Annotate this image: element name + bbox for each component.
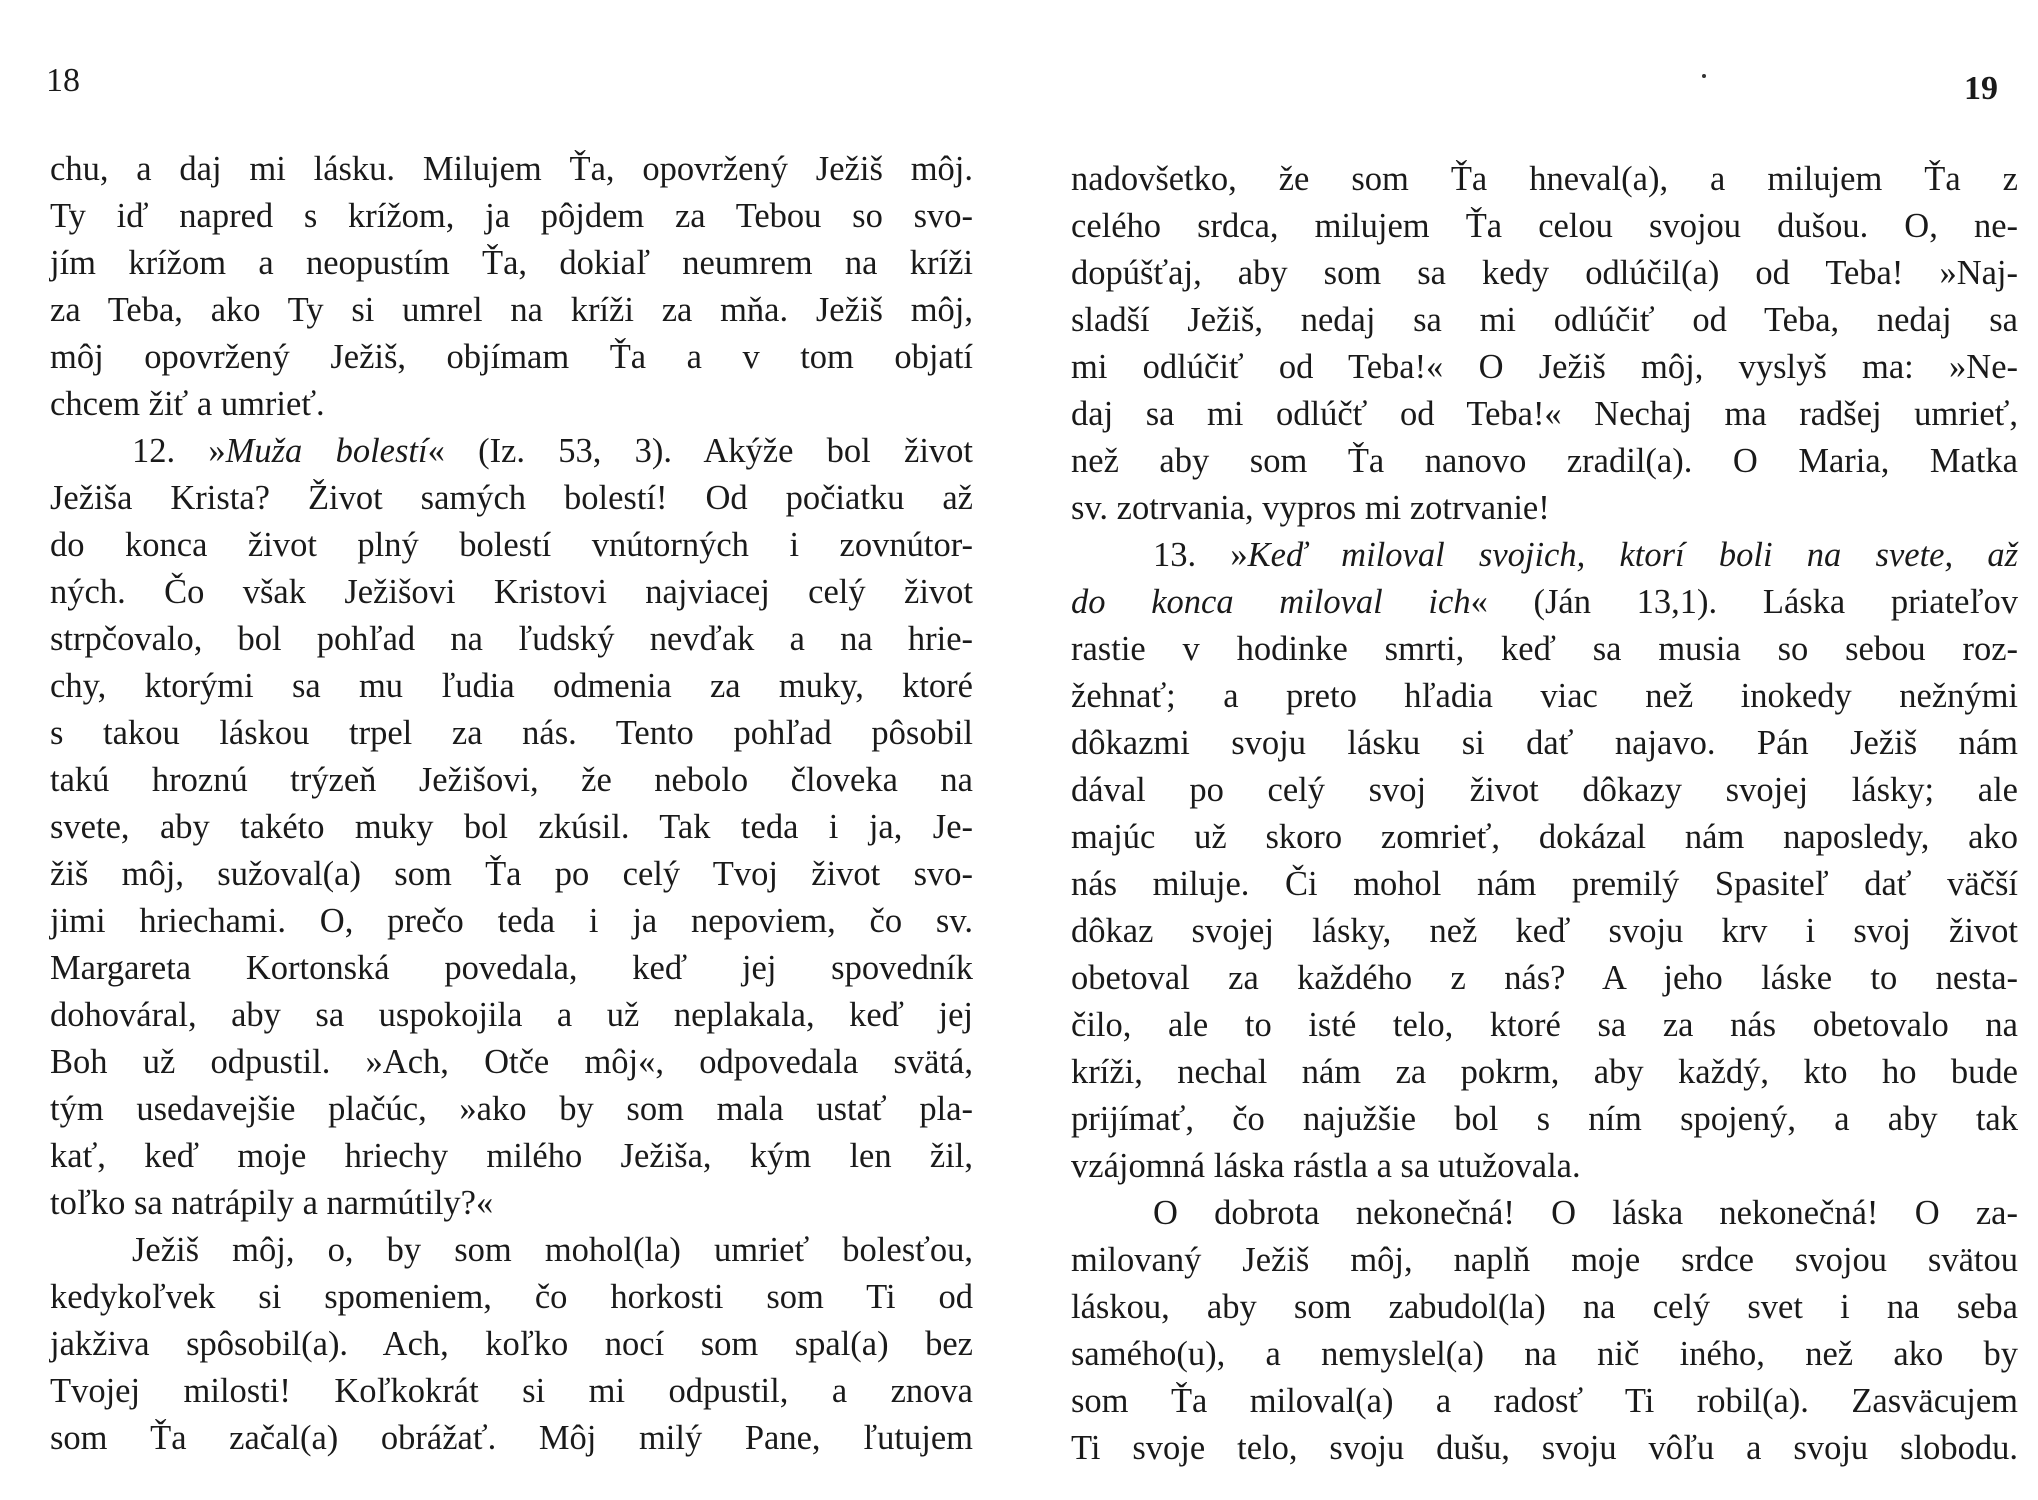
italic-text: do konca miloval ich (1071, 583, 1471, 621)
text-segment: rastie v hodinke smrti, keď sa musia so sebou roz- (1071, 630, 2018, 668)
text-line (1071, 720, 2018, 767)
text-line (1071, 1331, 2018, 1378)
text-segment: čilo, ale to isté telo, ktoré sa za nás obetovalo na (1071, 1006, 2018, 1044)
text-line (50, 1415, 973, 1462)
text-line (50, 616, 973, 663)
text-line (50, 710, 973, 757)
italic-text: Muža bolestí (225, 432, 428, 470)
text-line (50, 334, 973, 381)
text-segment: O dobrota nekonečná! O láska nekonečná! O za- (1153, 1194, 2018, 1232)
text-segment: Ježiš môj, o, by som mohol(la) umrieť bolesťou, (132, 1231, 973, 1269)
text-line (1071, 1190, 2018, 1237)
text-line (50, 1321, 973, 1368)
text-line (50, 898, 973, 945)
text-segment: chcem žiť a umrieť. (50, 385, 325, 423)
text-line (1071, 814, 2018, 861)
text-segment: sv. zotrvania, vypros mi zotrvanie! (1071, 489, 1550, 527)
text-segment: kedykoľvek si spomeniem, čo horkosti som Ti od (50, 1278, 973, 1316)
text-line (50, 757, 973, 804)
text-segment: celého srdca, milujem Ťa celou svojou dušou. O, ne- (1071, 207, 2018, 245)
text-segment: Ti svoje telo, svoju dušu, svoju vôľu a svoju slobodu. (1071, 1429, 2018, 1467)
text-line (1071, 438, 2018, 485)
text-segment: chy, ktorými sa mu ľudia odmenia za muky, ktoré (50, 667, 973, 705)
text-line (50, 475, 973, 522)
text-segment: sladší Ježiš, nedaj sa mi odlúčiť od Teba, nedaj sa (1071, 301, 2018, 339)
scan-speck (1702, 74, 1706, 78)
text-segment: prijímať, čo najužšie bol s ním spojený, a aby tak (1071, 1100, 2018, 1138)
right-page-text (1071, 156, 2018, 1472)
text-segment: strpčovalo, bol pohľad na ľudský nevďak a na hrie- (50, 620, 973, 658)
text-segment: « (Ján 13,1). Láska priateľov (1470, 583, 2018, 621)
text-line (1071, 250, 2018, 297)
text-segment: 13. » (1153, 536, 1248, 574)
text-segment: do konca život plný bolestí vnútorných i zovnútor- (50, 526, 973, 564)
text-segment: jím krížom a neopustím Ťa, dokiaľ neumrem na kríži (50, 244, 973, 282)
text-segment: som Ťa začal(a) obrážať. Môj milý Pane, ľutujem (50, 1419, 973, 1457)
text-line (50, 1227, 973, 1274)
text-line (50, 663, 973, 710)
text-line (1071, 1143, 2018, 1190)
text-segment: Boh už odpustil. »Ach, Otče môj«, odpovedala svätá, (50, 1043, 973, 1081)
page-number-right: 19 (1964, 70, 1998, 107)
text-segment: obetoval za každého z nás? A jeho láske to nesta- (1071, 959, 2018, 997)
text-line (50, 240, 973, 287)
text-segment: takú hroznú trýzeň Ježišovi, že nebolo človeka na (50, 761, 973, 799)
text-line (50, 1086, 973, 1133)
text-segment: láskou, aby som zabudol(la) na celý svet i na seba (1071, 1288, 2018, 1326)
text-segment: žiš môj, sužoval(a) som Ťa po celý Tvoj život svo- (50, 855, 973, 893)
text-line (1071, 297, 2018, 344)
text-line (50, 992, 973, 1039)
text-line (50, 193, 973, 240)
text-line (50, 1039, 973, 1086)
left-page-text (50, 146, 973, 1462)
text-segment: než aby som Ťa nanovo zradil(a). O Maria, Matka (1071, 442, 2018, 480)
text-line (1071, 391, 2018, 438)
text-line (1071, 1049, 2018, 1096)
text-segment: chu, a daj mi lásku. Milujem Ťa, opovržený Ježiš môj. (50, 150, 973, 188)
text-segment: tým usedavejšie plačúc, »ako by som mala ustať pla- (50, 1090, 973, 1128)
text-line (1071, 908, 2018, 955)
text-line (1071, 532, 2018, 579)
text-line (1071, 1378, 2018, 1425)
text-segment: vzájomná láska rástla a sa utužovala. (1071, 1147, 1581, 1185)
text-line (50, 146, 973, 193)
text-line (1071, 673, 2018, 720)
text-segment: samého(u), a nemyslel(a) na nič iného, než ako by (1071, 1335, 2018, 1373)
text-segment: s takou láskou trpel za nás. Tento pohľad pôsobil (50, 714, 973, 752)
text-segment: žehnať; a preto hľadia viac než inokedy nežnými (1071, 677, 2018, 715)
text-segment: majúc už skoro zomrieť, dokázal nám naposledy, ako (1071, 818, 2018, 856)
text-line (1071, 767, 2018, 814)
text-segment: Tvojej milosti! Koľkokrát si mi odpustil, a znova (50, 1372, 973, 1410)
text-line (50, 381, 973, 428)
text-line (1071, 579, 2018, 626)
text-line (50, 851, 973, 898)
text-segment: svete, aby takéto muky bol zkúsil. Tak teda i ja, Je- (50, 808, 973, 846)
text-segment: kríži, nechal nám za pokrm, aby každý, kto ho bude (1071, 1053, 2018, 1091)
text-line (1071, 626, 2018, 673)
text-line (1071, 861, 2018, 908)
text-line (50, 804, 973, 851)
text-segment: 12. » (132, 432, 226, 470)
text-segment: nás miluje. Či mohol nám premilý Spasiteľ dať väčší (1071, 865, 2018, 903)
text-segment: kať, keď moje hriechy milého Ježiša, kým len žil, (50, 1137, 973, 1175)
text-segment: milovaný Ježiš môj, naplň moje srdce svojou svätou (1071, 1241, 2018, 1279)
text-line (1071, 1425, 2018, 1472)
text-line (1071, 955, 2018, 1002)
text-segment: dohováral, aby sa uspokojila a už neplakala, keď jej (50, 996, 973, 1034)
page-number-left: 18 (46, 62, 80, 99)
text-segment: daj sa mi odlúčť od Teba!« Nechaj ma radšej umrieť, (1071, 395, 2018, 433)
text-segment: dôkaz svojej lásky, než keď svoju krv i svoj život (1071, 912, 2018, 950)
text-segment: nadovšetko, že som Ťa hneval(a), a milujem Ťa z (1071, 160, 2018, 198)
text-segment: Ježiša Krista? Život samých bolestí! Od počiatku až (50, 479, 973, 517)
text-line (1071, 485, 2018, 532)
text-line (50, 428, 973, 475)
text-segment: dôkazmi svoju lásku si dať najavo. Pán Ježiš nám (1071, 724, 2018, 762)
text-line (50, 569, 973, 616)
text-segment: dopúšťaj, aby som sa kedy odlúčil(a) od Teba! »Naj- (1071, 254, 2018, 292)
text-line (50, 287, 973, 334)
text-segment: môj opovržený Ježiš, objímam Ťa a v tom objatí (50, 338, 973, 376)
text-line (50, 945, 973, 992)
text-segment: som Ťa miloval(a) a radosť Ti robil(a). Zasväcujem (1071, 1382, 2018, 1420)
text-line (50, 1368, 973, 1415)
italic-text: Keď miloval svojich, ktorí boli na svete, až (1247, 536, 2019, 574)
text-segment: jimi hriechami. O, prečo teda i ja nepoviem, čo sv. (50, 902, 973, 940)
text-segment: « (Iz. 53, 3). Akýže bol život (427, 432, 973, 470)
text-line (1071, 1284, 2018, 1331)
text-line (1071, 156, 2018, 203)
text-line (50, 1133, 973, 1180)
text-segment: dával po celý svoj život dôkazy svojej lásky; ale (1071, 771, 2018, 809)
text-segment: Ty iď napred s krížom, ja pôjdem za Tebou so svo- (50, 197, 973, 235)
text-segment: za Teba, ako Ty si umrel na kríži za mňa. Ježiš môj, (50, 291, 973, 329)
text-line (50, 1274, 973, 1321)
text-segment: ných. Čo však Ježišovi Kristovi najviacej celý život (50, 573, 973, 611)
text-line (50, 522, 973, 569)
text-segment: toľko sa natrápily a narmútily?« (50, 1184, 494, 1222)
text-line (1071, 1237, 2018, 1284)
text-line (50, 1180, 973, 1227)
text-segment: Margareta Kortonská povedala, keď jej spovedník (50, 949, 973, 987)
text-segment: jakživa spôsobil(a). Ach, koľko nocí som spal(a) bez (50, 1325, 973, 1363)
text-line (1071, 203, 2018, 250)
text-line (1071, 1096, 2018, 1143)
text-line (1071, 1002, 2018, 1049)
text-line (1071, 344, 2018, 391)
text-segment: mi odlúčiť od Teba!« O Ježiš môj, vyslyš ma: »Ne- (1071, 348, 2018, 386)
